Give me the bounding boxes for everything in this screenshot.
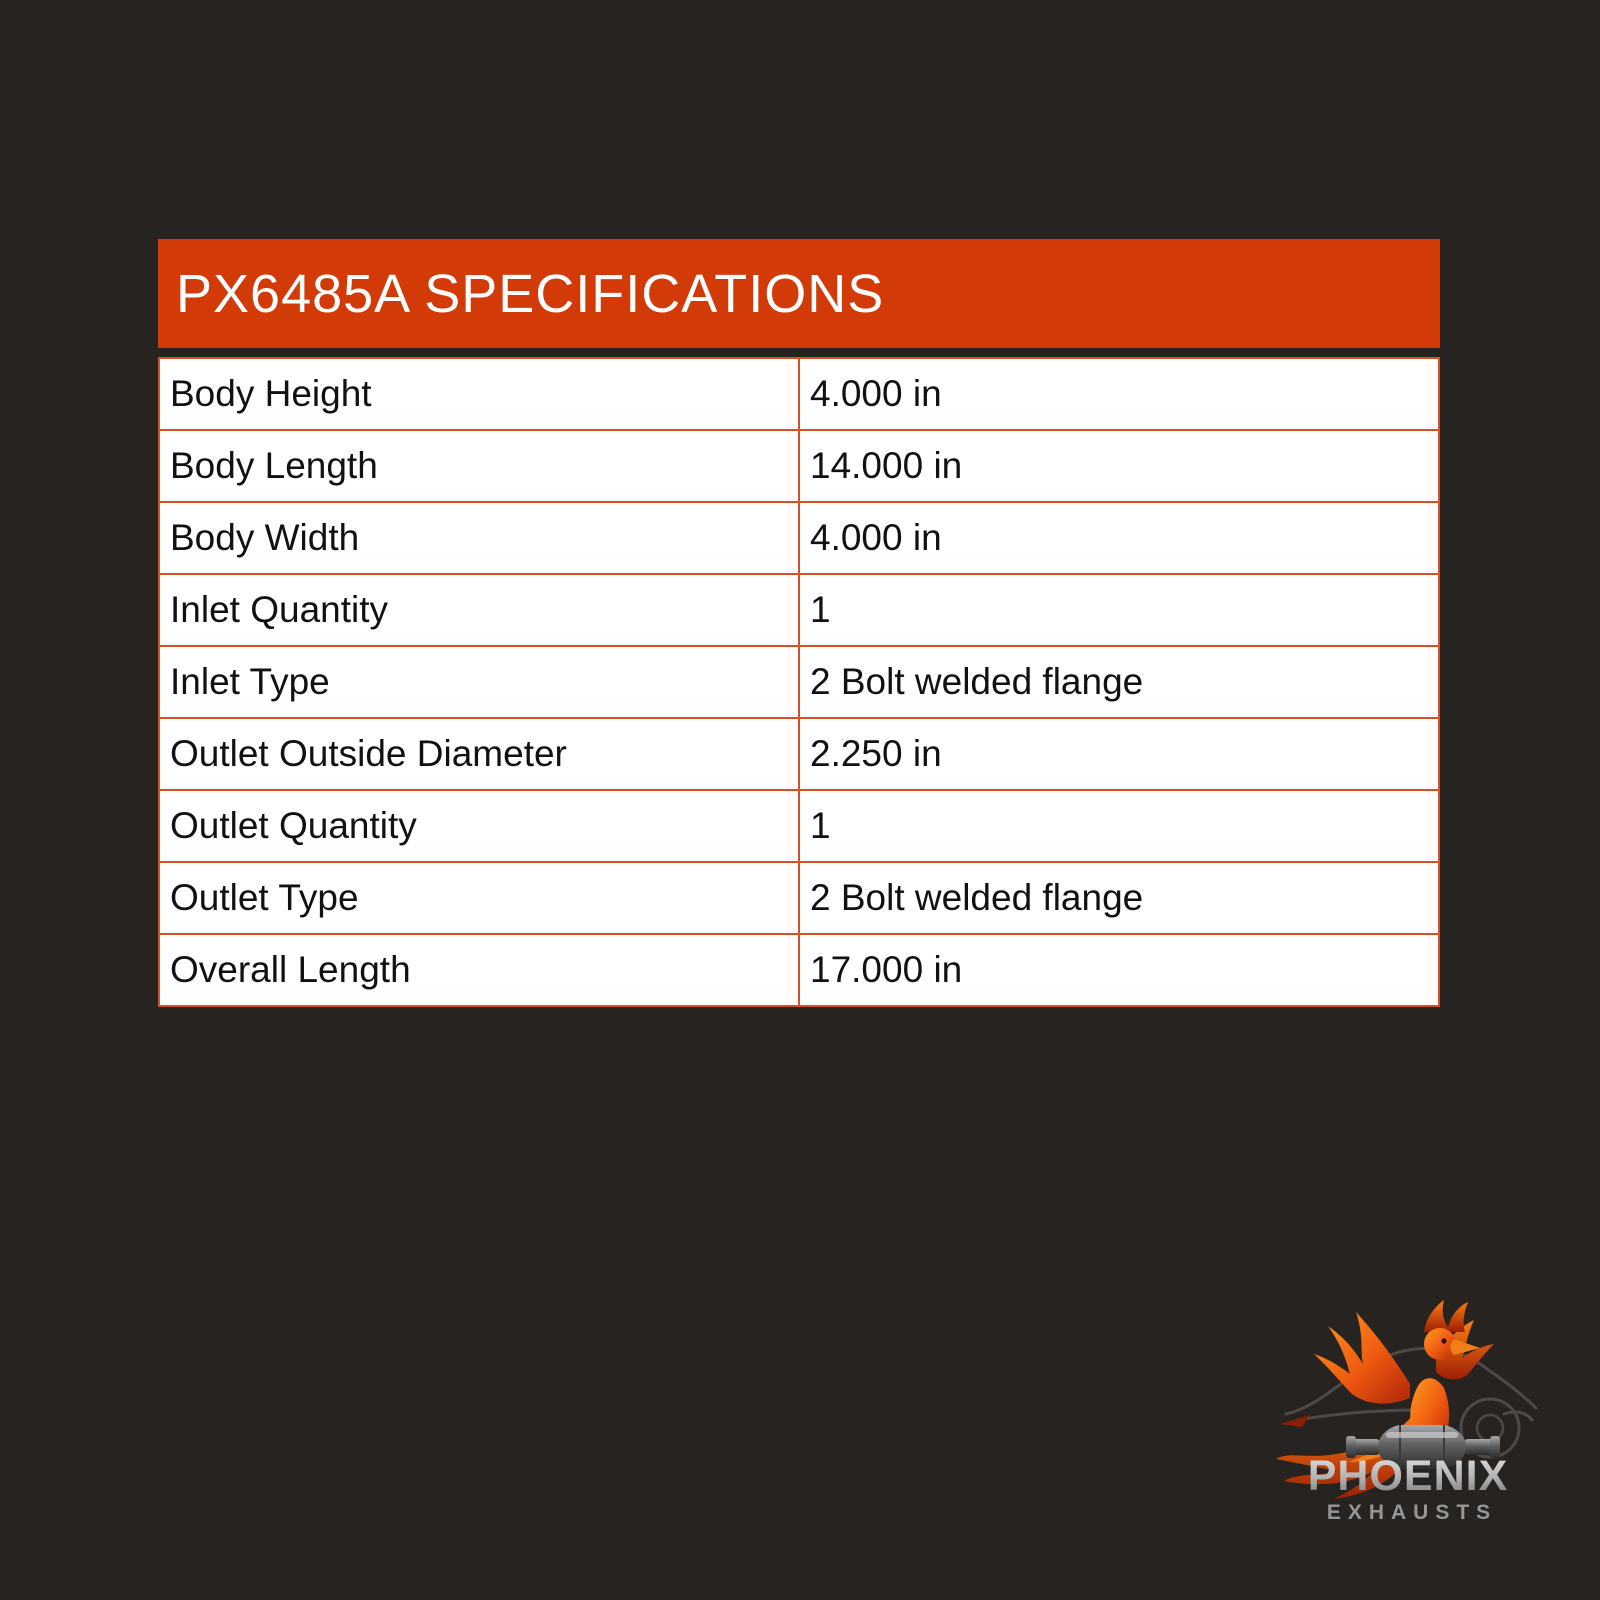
spec-label: Body Width [159, 502, 799, 574]
brand-logo [1268, 1292, 1548, 1532]
spec-value: 1 [799, 574, 1439, 646]
spec-value: 4.000 in [799, 358, 1439, 430]
spec-row [159, 358, 1439, 430]
spec-row [159, 502, 1439, 574]
brand-name: PHOENIX [1307, 1452, 1509, 1500]
spec-table [158, 357, 1440, 1007]
spec-label: Inlet Quantity [159, 574, 799, 646]
spec-value: 1 [799, 790, 1439, 862]
spec-row [159, 646, 1439, 718]
spec-value: 17.000 in [799, 934, 1439, 1006]
spec-label: Overall Length [159, 934, 799, 1006]
spec-label: Inlet Type [159, 646, 799, 718]
spec-row [159, 790, 1439, 862]
spec-value: 2 Bolt welded flange [799, 862, 1439, 934]
spec-label: Outlet Outside Diameter [159, 718, 799, 790]
car-accent [1280, 1415, 1310, 1427]
spec-value: 4.000 in [799, 502, 1439, 574]
page-title: PX6485A SPECIFICATIONS [176, 263, 885, 324]
spec-label: Outlet Quantity [159, 790, 799, 862]
spec-row [159, 718, 1439, 790]
spec-value: 2 Bolt welded flange [799, 646, 1439, 718]
spec-header [158, 239, 1440, 348]
spec-value: 2.250 in [799, 718, 1439, 790]
spec-row [159, 862, 1439, 934]
spec-value: 14.000 in [799, 430, 1439, 502]
spec-label: Body Length [159, 430, 799, 502]
spec-row [159, 934, 1439, 1006]
spec-label: Outlet Type [159, 862, 799, 934]
spec-row [159, 574, 1439, 646]
spec-label: Body Height [159, 358, 799, 430]
brand-subtitle: EXHAUSTS [1326, 1501, 1498, 1524]
spec-row [159, 430, 1439, 502]
